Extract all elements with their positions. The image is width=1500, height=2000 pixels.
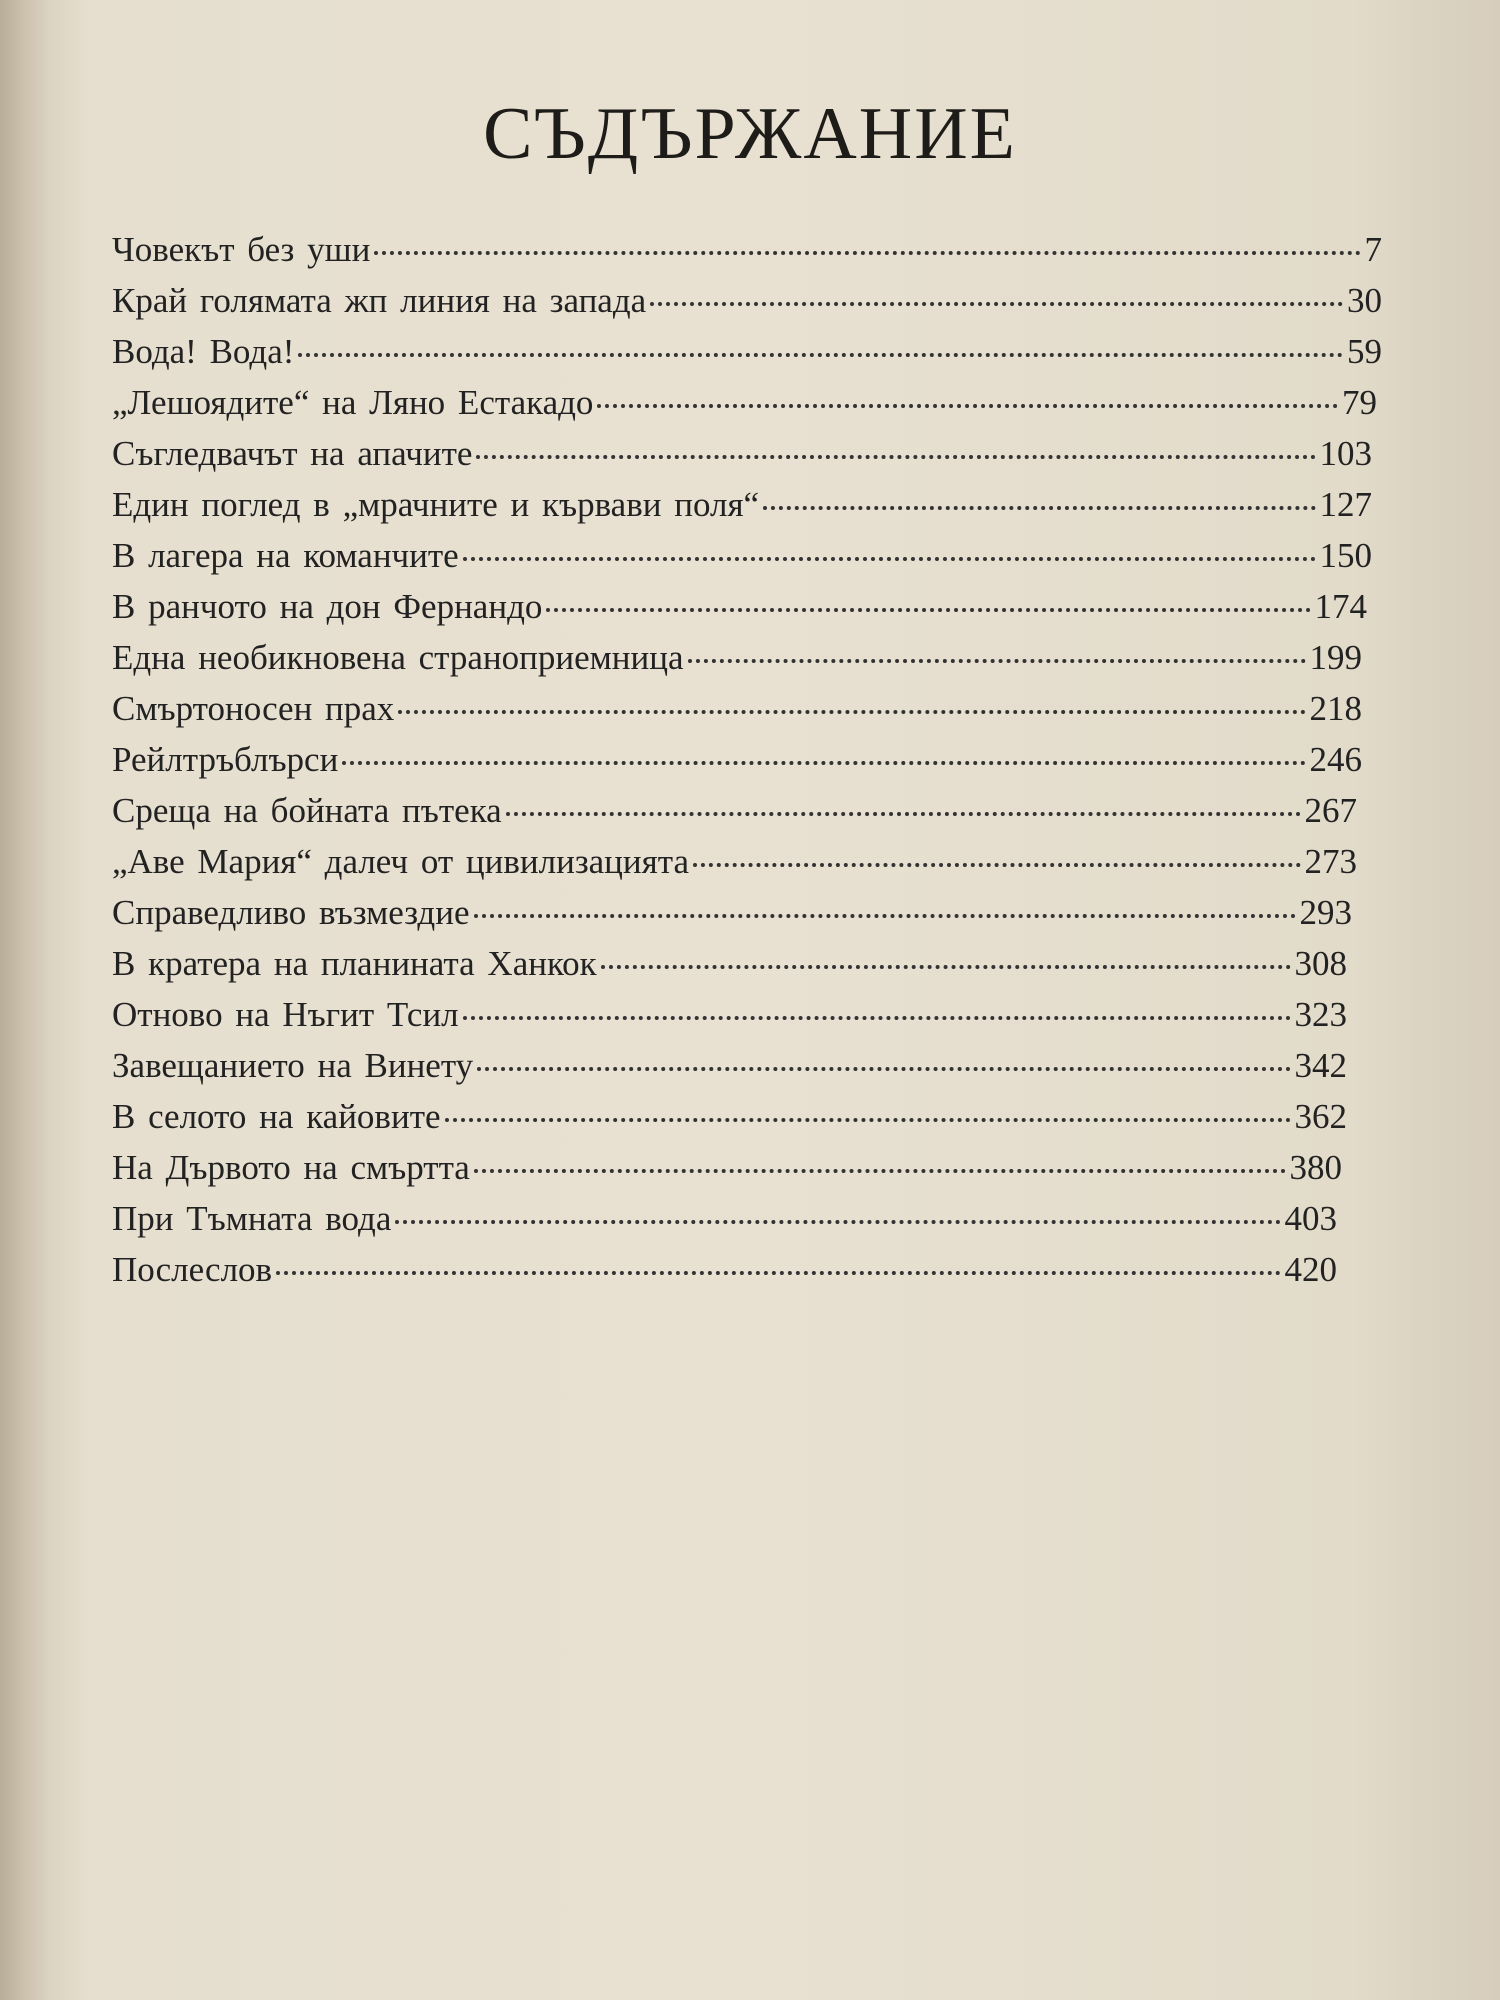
- toc-entry: [112, 1046, 1347, 1097]
- toc-entry-page: 323: [1294, 995, 1347, 1034]
- toc-entry: [112, 281, 1382, 332]
- toc-entry-page: 403: [1284, 1199, 1337, 1238]
- toc-entry-page: 59: [1347, 332, 1382, 371]
- toc-entry: [112, 791, 1357, 842]
- toc-entry-page: 79: [1342, 383, 1377, 422]
- toc-entry-page: 362: [1294, 1097, 1347, 1136]
- toc-entry-title: „Лешоядите“ на Ляно Естакадо: [112, 383, 594, 422]
- toc-entry: [112, 689, 1362, 740]
- dot-leader: [395, 1220, 1280, 1224]
- dot-leader: [474, 1169, 1286, 1173]
- toc-entry: [112, 944, 1347, 995]
- dot-leader: [650, 302, 1343, 306]
- toc-entry: [112, 995, 1347, 1046]
- toc-entry: [112, 1250, 1337, 1301]
- toc-entry-title: В лагера на команчите: [112, 536, 459, 575]
- dot-leader: [398, 710, 1305, 714]
- page-title: СЪДЪРЖАНИЕ: [483, 93, 1017, 175]
- toc-entry: [112, 893, 1352, 944]
- dot-leader: [477, 1067, 1290, 1071]
- table-of-contents: [112, 230, 1382, 1301]
- dot-leader: [597, 404, 1338, 408]
- toc-entry-page: 293: [1299, 893, 1352, 932]
- dot-leader: [374, 251, 1360, 255]
- toc-entry-page: 30: [1347, 281, 1382, 320]
- dot-leader: [601, 965, 1291, 969]
- toc-entry-title: „Аве Мария“ далеч от цивилизацията: [112, 842, 689, 881]
- toc-entry-page: 273: [1304, 842, 1357, 881]
- dot-leader: [463, 557, 1316, 561]
- toc-entry: [112, 1148, 1342, 1199]
- toc-entry: [112, 638, 1362, 689]
- toc-entry-title: Рейлтръблърси: [112, 740, 339, 779]
- toc-entry-title: При Тъмната вода: [112, 1199, 392, 1238]
- toc-entry: [112, 332, 1382, 383]
- toc-entry: [112, 587, 1367, 638]
- toc-entry-title: Съгледвачът на апачите: [112, 434, 473, 473]
- dot-leader: [276, 1271, 1280, 1275]
- toc-entry: [112, 1199, 1337, 1250]
- toc-entry: [112, 434, 1372, 485]
- toc-entry-page: 267: [1304, 791, 1357, 830]
- dot-leader: [298, 353, 1343, 357]
- toc-entry-page: 199: [1309, 638, 1362, 677]
- toc-entry-page: 380: [1289, 1148, 1342, 1187]
- dot-leader: [506, 812, 1301, 816]
- dot-leader: [463, 1016, 1291, 1020]
- toc-entry-title: На Дървото на смъртта: [112, 1148, 470, 1187]
- toc-entry-title: Смъртоносен прах: [112, 689, 395, 728]
- toc-entry-title: Справедливо възмездие: [112, 893, 470, 932]
- toc-entry-title: Среща на бойната пътека: [112, 791, 502, 830]
- toc-entry: [112, 485, 1372, 536]
- toc-entry-page: 218: [1309, 689, 1362, 728]
- toc-entry-page: 127: [1319, 485, 1372, 524]
- dot-leader: [688, 659, 1306, 663]
- toc-entry: [112, 536, 1372, 587]
- book-gutter: [0, 0, 48, 2000]
- toc-entry-title: В селото на кайовите: [112, 1097, 441, 1136]
- dot-leader: [763, 506, 1315, 510]
- dot-leader: [474, 914, 1296, 918]
- toc-entry-page: 308: [1294, 944, 1347, 983]
- toc-entry-title: Една необикновена страноприемница: [112, 638, 684, 677]
- dot-leader: [476, 455, 1315, 459]
- dot-leader: [445, 1118, 1291, 1122]
- toc-entry: [112, 383, 1377, 434]
- toc-entry-page: 150: [1319, 536, 1372, 575]
- dot-leader: [342, 761, 1305, 765]
- toc-entry-page: 103: [1319, 434, 1372, 473]
- toc-entry-title: Завещанието на Винету: [112, 1046, 474, 1085]
- toc-entry: [112, 740, 1362, 791]
- toc-entry-page: 342: [1294, 1046, 1347, 1085]
- toc-entry-page: 174: [1314, 587, 1367, 626]
- dot-leader: [546, 608, 1310, 612]
- toc-entry: [112, 230, 1382, 281]
- toc-entry-title: Един поглед в „мрачните и кървави поля“: [112, 485, 760, 524]
- toc-entry-title: Вода! Вода!: [112, 332, 295, 371]
- toc-entry-page: 7: [1364, 230, 1382, 269]
- toc-entry-title: В кратера на планината Ханкок: [112, 944, 597, 983]
- toc-entry-title: Човекът без уши: [112, 230, 371, 269]
- toc-entry-page: 246: [1309, 740, 1362, 779]
- toc-entry: [112, 1097, 1347, 1148]
- toc-entry-page: 420: [1284, 1250, 1337, 1289]
- toc-entry: [112, 842, 1357, 893]
- dot-leader: [693, 863, 1301, 867]
- toc-entry-title: Край голямата жп линия на запада: [112, 281, 647, 320]
- toc-entry-title: Отново на Нъгит Тсил: [112, 995, 459, 1034]
- toc-entry-title: Послеслов: [112, 1250, 273, 1289]
- toc-entry-title: В ранчото на дон Фернандо: [112, 587, 543, 626]
